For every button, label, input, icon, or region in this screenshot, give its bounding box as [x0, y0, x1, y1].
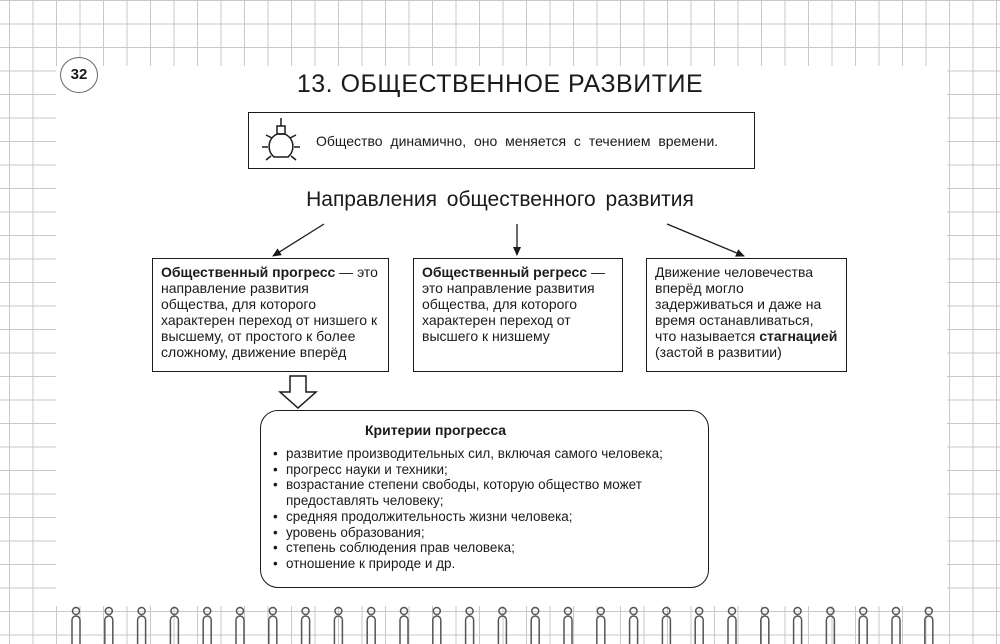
progress-box — [152, 258, 389, 372]
spiral-hole — [729, 608, 736, 615]
spiral-ring — [695, 616, 703, 644]
spiral-ring — [203, 616, 211, 644]
spiral-ring — [662, 616, 670, 644]
criteria-item: • отношение к природе и др. — [273, 556, 703, 572]
spiral-hole — [597, 608, 604, 615]
stagnation-text-after: (застой в развитии) — [655, 344, 782, 360]
spiral-ring — [269, 616, 277, 644]
spiral-hole — [204, 608, 211, 615]
spiral-hole — [401, 608, 408, 615]
spiral-ring — [72, 616, 80, 644]
spiral-hole — [368, 608, 375, 615]
diagram-subtitle: Направления общественного развития — [306, 188, 694, 211]
spiral-ring — [892, 616, 900, 644]
spiral-hole — [237, 608, 244, 615]
criteria-item: • развитие производительных сил, включая самого человека; — [273, 446, 703, 462]
spiral-ring — [597, 616, 605, 644]
spiral-hole — [532, 608, 539, 615]
spiral-hole — [171, 608, 178, 615]
spiral-ring — [761, 616, 769, 644]
spiral-ring — [400, 616, 408, 644]
spiral-hole — [827, 608, 834, 615]
criteria-item: • степень соблюдения прав человека; — [273, 540, 703, 556]
spiral-hole — [860, 608, 867, 615]
spiral-hole — [696, 608, 703, 615]
spiral-hole — [499, 608, 506, 615]
spiral-hole — [433, 608, 440, 615]
lightbulb-icon — [262, 118, 300, 160]
spiral-ring — [531, 616, 539, 644]
spiral-ring — [630, 616, 638, 644]
spiral-ring — [433, 616, 441, 644]
regress-box — [413, 258, 623, 372]
spiral-hole — [663, 608, 670, 615]
criteria-item: • средняя продолжительность жизни человека; — [273, 509, 703, 525]
arrow-to-progress — [273, 224, 324, 256]
stagnation-text-before: Движение человечества вперёд могло задерживаться и даже на время останавливаться, что называется — [655, 264, 822, 344]
spiral-ring — [859, 616, 867, 644]
criteria-list — [273, 446, 703, 572]
spiral-ring — [925, 616, 933, 644]
stagnation-box — [646, 258, 847, 372]
criteria-title: Критерии прогресса — [365, 422, 507, 438]
spiral-ring — [728, 616, 736, 644]
spiral-ring — [794, 616, 802, 644]
regress-term: Общественный регресс — [422, 264, 588, 280]
spiral-ring — [826, 616, 834, 644]
spiral-hole — [302, 608, 309, 615]
spiral-ring — [138, 616, 146, 644]
spiral-ring — [367, 616, 375, 644]
spiral-ring — [236, 616, 244, 644]
spiral-ring — [564, 616, 572, 644]
hollow-down-arrow — [280, 376, 316, 408]
regress-definition: — это направление развития общества, для которого характерен переход от высшего к низшему — [422, 264, 605, 344]
progress-definition: — это направление развития общества, для которого характерен переход от низшего к высшему, от простого к более сложному, движение вперёд — [161, 264, 378, 360]
progress-term: Общественный прогресс — [161, 264, 336, 280]
spiral-ring — [302, 616, 310, 644]
stagnation-term: стагнацией — [759, 328, 838, 344]
spiral-hole — [630, 608, 637, 615]
key-idea-text: Общество динамично, оно меняется с течением времени. — [316, 133, 719, 149]
spiral-binding-icon — [72, 608, 933, 644]
spiral-ring — [498, 616, 506, 644]
spiral-hole — [73, 608, 80, 615]
spiral-hole — [794, 608, 801, 615]
spiral-hole — [761, 608, 768, 615]
spiral-ring — [334, 616, 342, 644]
spiral-hole — [138, 608, 145, 615]
criteria-item: • уровень образования; — [273, 525, 703, 541]
spiral-ring — [105, 616, 113, 644]
spiral-hole — [893, 608, 900, 615]
arrow-to-stagnation — [667, 224, 744, 256]
criteria-item: • прогресс науки и техники; — [273, 462, 703, 478]
spiral-ring — [170, 616, 178, 644]
spiral-hole — [269, 608, 276, 615]
spiral-hole — [335, 608, 342, 615]
spiral-hole — [565, 608, 572, 615]
spiral-hole — [105, 608, 112, 615]
criteria-box — [260, 410, 709, 588]
criteria-item: • возрастание степени свободы, которую общество может предоставлять человеку; — [273, 477, 703, 508]
spiral-hole — [925, 608, 932, 615]
spiral-ring — [466, 616, 474, 644]
page-number: 32 — [60, 57, 98, 93]
page-title: 13. ОБЩЕСТВЕННОЕ РАЗВИТИЕ — [296, 70, 704, 98]
spiral-hole — [466, 608, 473, 615]
